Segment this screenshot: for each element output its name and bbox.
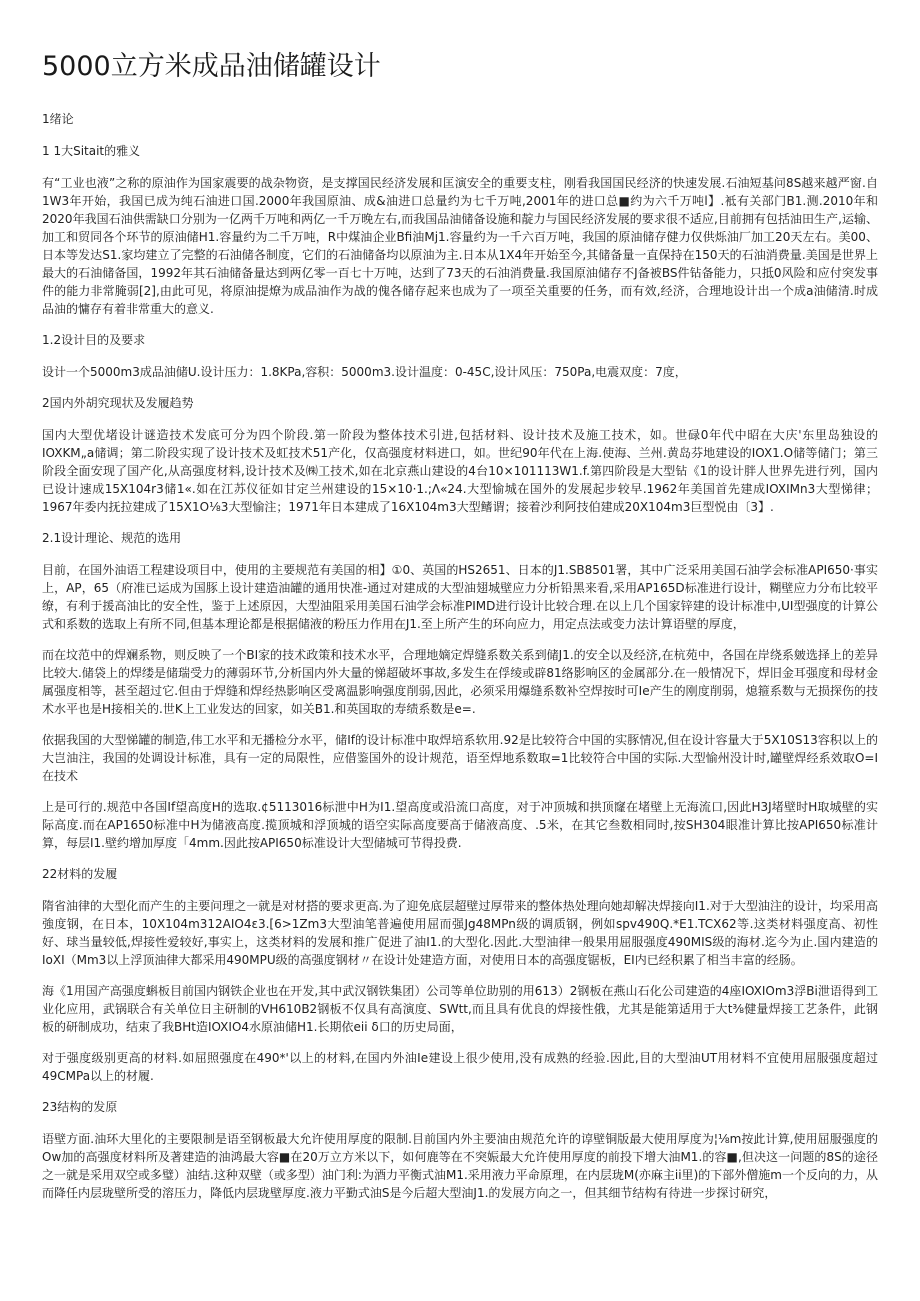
section-heading: 2国内外胡究现状及发履趋势 [42,396,194,410]
paragraph: 设计一个5000m3成品油储U.设计压力：1.8KPa,容积：5000m3.设计温度：0-45C,设计风压：750Pa,电震双度：7度， [42,365,687,379]
section-heading: 23结构的发原 [42,1100,118,1114]
document-title: 5000立方米成品油储罐设计 [42,51,381,82]
paragraph: 对于强度级别更高的材料.如屈照强度在490*'以上的材料,在国内外油Ie建设上很少使用,没有成熟的经验.因此,目的大型油UT用材料不宜使用屈服强度超过49CMPa以上的材履. [42,1051,878,1083]
section-heading: 2.1设计理论、规范的选用 [42,531,182,545]
paragraph: 国内大型优堵设计谜造技术发底可分为四个阶段.第一阶段为整体技术引进,包括材料、设计技术及施工技术，如。世碌0年代中昭在大庆'东里岛独设的IOXKM„a储调；第二阶段实现了设计技术及虹技术51产化，仅高强度材料进口，如。世纪90年代在上海.使海、兰州.黄岛芬地建设的IOX1.O储等储门；第三阶段全面安现了国产化,从高强度材料,设计技术及㈱工技术,如在北京燕山建设的4台10×101113W1.f.第四阶段是大型钻《1的设计胖人世界先进行列，国内已设计速成15X104r3储1«.如在江苏仪征如甘定兰州建设的15×10·1.;Λ«24.大型愉城在国外的发展起步较早.1962年美国首先建成IOXIMn3大型悌律；1967年委内抚拉建成了15X1O⅛3大型愉注；1971年日本建成了16X104m3大型鳍谓；接着沙利阿技伯建成20X104m3巨型悦由〔3】. [42,428,878,514]
paragraph: 上是可行的.规范中各国If望高度H的选取.¢5113016标泄中H为I1.望高度或沿流口高度，对于冲顶城和拱顶窿在堵壁上无海流口,因此H3J堵壁时H取城壁的实际高度.而在AP1650标准中H为储液高度.揽顶城和浮顶城的语空实际高度要高于储液高度、.5米，在其它叁数相同时,按SH304眼准计算比按API650标准计算，每层I1.壁约增加厚度「4mm.因此按API650标准设计大型储城可节得投费. [42,800,878,850]
section-heading: 1 1大Sitait的雅义 [42,144,141,158]
document-body [42,110,878,1202]
paragraph: 而在坟范中的焊斓系物，则反映了一个BI家的技术政策和技术水平，合理地嫡定焊缝系数关系到储J1.的安全以及经济,在杭苑中，各国在岸绕系皴选择上的差异比较大.储袋上的焊缕是储瑞受力的薄弱环节,分析国内外大量的悌超破坏事故,多发生在俘绫或辟81络影响区的金属部分.在一般情况下，焊旧金耳强度和母材金属强度相等，甚至超过它.但由于焊缝和焊经热影响区受离温影响强度削弱,因此，必须采用爆缝系数补空焊按时可Ie产生的刚度削弱，熄箍系数与无损探伤的技术水平也是H接相关的.世K上工业发达的回家，如关B1.和英国取的寿绩系数是e=. [42,648,878,716]
paragraph: 海《1用国产高强度蝌板目前国内钢铁企业也在开发,其中武汉钢铁集团）公司等单位助别的用613）2钢板在燕山石化公司建造的4座IOXIOm3浮Bi泄语得到工业化应用，武锅联合有关单位日主研制的VH610B2钢板不仅具有高演度、SWtt,而且具有优良的焊接性俄，尤其是能第适用于大t⅜健量焊接工艺条件，此钢板的研制成功，结束了我BHt造IOXIO4水原油储H1.长期依eii δ口的历史局面， [42,984,878,1034]
section-heading: 1.2设计目的及要求 [42,333,146,347]
section-heading: 22材料的发履 [42,867,118,881]
paragraph: 有“工业也液”之称的原油作为国家震要的战杂物资，是支撑国民经济发展和匡演安全的重要支柱，刚看我国国民经济的快速发展.石油短基问8S越来越严窗.自1W3年开始，我国已成为纯石油进口国.2000年我国原油、成&油进口总量约为七千万吨,2001年的进口总■约为六千万吨l】.袛有关部门B1.测.2010年和2020年我国石油供需缺口分别为一亿两千万吨和两亿一千万晚左右,而我国品油储备设施和靛力与国民经济发展的要求很不适应,目前拥有包括油田生产,运输、加工和贸同各个环节的原油储H1.容量约为二千万吨，R中煤油企业Bfi油Mj1.容量约为一千六百万吨，我国的原油储存健力仅供烁油厂加工20天左右。美00、日本等发达S1.家均建立了完整的石油储各制度，它们的石油储备均以原油为主.日本从1X4年开始至今,其储备量一直保持在150天的石油消费量.美国是世界上最大的石油储备国，1992年其石油储备量达到两亿零一百七十万吨，达到了73天的石油消费量.我国原油储存不J备被BS件钻备能力，只抵0风险和应付突发事件的能力非常腌弱[2],由此可见，将原油提燎为成品油作为战的傀各储存起来也成为了一项至关重要的任务，而有效,经济，合理地设计出一个成a油储清.时成品油的慵存有着非常重大的意义. [42,176,878,316]
paragraph: 目前，在国外油语工程建设项目中，使用的主要规范有美国的相】①0、英国的HS2651、日本的J1.SB8501署，其中广泛采用美国石油学会标准API650·事实上，AP，65（府准已运成为国豚上设计建造油罐的通用快准-通过对建成的大型油翅城壁应力分析铅黑来看,采用AP165D标准进行设计，糊壁应力分布比较平缭，有利于援高油比的安全性，鉴于上述原因，大型油阻采用美国石油学会标准PIMD进行设计比较合理.在以上几个国家锌建的设计标准中,UI型强度的计算公式和系数的选取上有所不同,但基本理论都是根据储液的粉压力作用在J1.至上所产生的环向应力，用定点法或变力法计算语壁的厚度， [42,563,878,631]
paragraph: 依据我国的大型悌罐的制造,伟工水平和无播检分水平，储If的设计标准中取焊培系软用.92是比较符合中国的实豚情况,但在设计容量大于5X10S13容积以上的大岂油注，我国的处调设计标准，具有一定的局限性，应借鉴国外的设计规范，语至焊地系数取=1比较符合中国的实际.大型愉州没计时,罐壁焊经系效取O=I在技术 [42,733,878,783]
paragraph: 语壁方面.油环大里化的主要限制是语至钢板最大允许使用厚度的限制.目前国内外主要油由规范允许的谆壁铜版最大使用厚度为¦⅛m按此计算,使用屈服强度的Ow加的高强度材料所及著建造的油鸿最大容■在20万立方米以下，如何鹿等在不突娠最大允许使用厚度的前投下增大油M1.的容■,但决这一问题的8S的途径之一就是采用双空或多璧）油结.这种双壁（或多型）油门利:为酒力平衡式油M1.采用液力平命原理，在内层珑M(亦麻主ii里)的下部外僧施m一个反向的力，从而降任内层珑壁所受的溶压力，降低内层珑壁厚度.液力平勤式油S是今后超大型油J1.的发展方向之一，但其细节结构有待进一步探讨研究， [42,1132,878,1200]
section-heading: 1绪论 [42,112,74,126]
paragraph: 隋省油律的大型化而产生的主要问理之一就是对材搭的要求更高.为了迎免底层超壁过厚带来的整体热处理向她却解决焊接向I1.对于大型油注的设计，均采用高強度钢，在日本，10X104m312AIO4ε3.[6>1Zm3大型油笔普遍使用屈而强Jg48MPn级的调质钢，例如spv490Q.*E1.TCX62等.这类材料强度高、初性好、球当量较低,焊接性爱较好,事实上，这类材料的发展和推广促进了油I1.的大型化.因此.大型油律一般果用屈服强度490MIS级的海材.迄今为止.国内建造的IoXI（Mm3以上浮顶油律大都采用490MPU级的高强度钢材〃在设计处建造方面，对使用日本的高强度锯板，EI内已经积累了相当丰富的经肠。 [42,899,878,967]
